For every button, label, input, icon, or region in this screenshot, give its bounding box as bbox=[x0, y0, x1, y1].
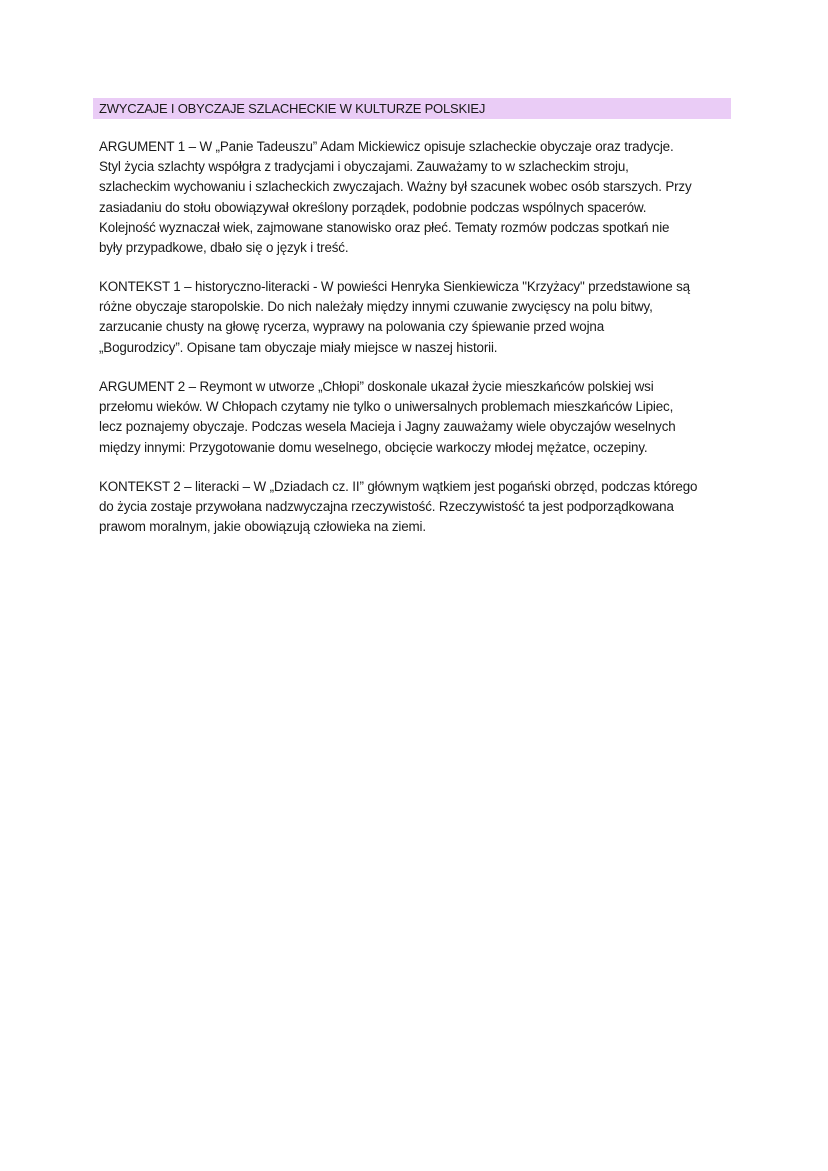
paragraph-line: lecz poznajemy obyczaje. Podczas wesela Macieja i Jagny zauważamy wiele obyczajów weselnych bbox=[99, 419, 676, 435]
document-title: ZWYCZAJE I OBYCZAJE SZLACHECKIE W KULTURZE POLSKIEJ bbox=[99, 101, 486, 116]
paragraph-line: były przypadkowe, dbało się o język i treść. bbox=[99, 240, 349, 256]
paragraph-kontekst-1 bbox=[99, 277, 739, 358]
paragraph-line: Kolejność wyznaczał wiek, zajmowane stanowisko oraz płeć. Tematy rozmów podczas spotkań nie bbox=[99, 219, 670, 235]
paragraph-line: różne obyczaje staropolskie. Do nich należały między innymi czuwanie zwycięscy na polu bitwy, bbox=[99, 299, 653, 315]
paragraph-argument-2 bbox=[99, 377, 739, 458]
paragraph-line: KONTEKST 2 – literacki – W „Dziadach cz. II” głównym wątkiem jest pogański obrzęd, podczas którego bbox=[99, 479, 698, 494]
paragraph-line: Styl życia szlachty współgra z tradycjami i obyczajami. Zauważamy to w szlacheckim stroju, bbox=[99, 159, 629, 175]
paragraph-line: ARGUMENT 2 – Reymont w utworze „Chłopi” doskonale ukazał życie mieszkańców polskiej wsi bbox=[99, 379, 654, 394]
paragraph-kontekst-2 bbox=[99, 477, 739, 538]
paragraph-line: prawom moralnym, jakie obowiązują człowieka na ziemi. bbox=[99, 519, 426, 535]
paragraph-argument-1 bbox=[99, 137, 739, 258]
paragraph-line: KONTEKST 1 – historyczno-literacki - W powieści Henryka Sienkiewicza "Krzyżacy" przedstawione są bbox=[99, 279, 690, 294]
paragraph-line: „Bogurodzicy”. Opisane tam obyczaje miały miejsce w naszej historii. bbox=[99, 339, 498, 355]
paragraph-line: zarzucanie chusty na głowę rycerza, wyprawy na polowania czy śpiewanie przed wojna bbox=[99, 319, 604, 335]
paragraph-line: ARGUMENT 1 – W „Panie Tadeuszu” Adam Mickiewicz opisuje szlacheckie obyczaje oraz tradycje. bbox=[99, 139, 674, 154]
paragraph-line: do życia zostaje przywołana nadzwyczajna rzeczywistość. Rzeczywistość ta jest podporządkowana bbox=[99, 499, 674, 515]
paragraph-line: szlacheckim wychowaniu i szlacheckich zwyczajach. Ważny był szacunek wobec osób starszych. Przy bbox=[99, 179, 692, 195]
paragraph-line: między innymi: Przygotowanie domu weselnego, obcięcie warkoczy młodej mężatce, oczepiny. bbox=[99, 439, 648, 455]
paragraph-line: przełomu wieków. W Chłopach czytamy nie tylko o uniwersalnych problemach mieszkańców Lipiec, bbox=[99, 399, 674, 415]
paragraph-line: zasiadaniu do stołu obowiązywał określony porządek, podobnie podczas wspólnych spacerów. bbox=[99, 199, 647, 215]
